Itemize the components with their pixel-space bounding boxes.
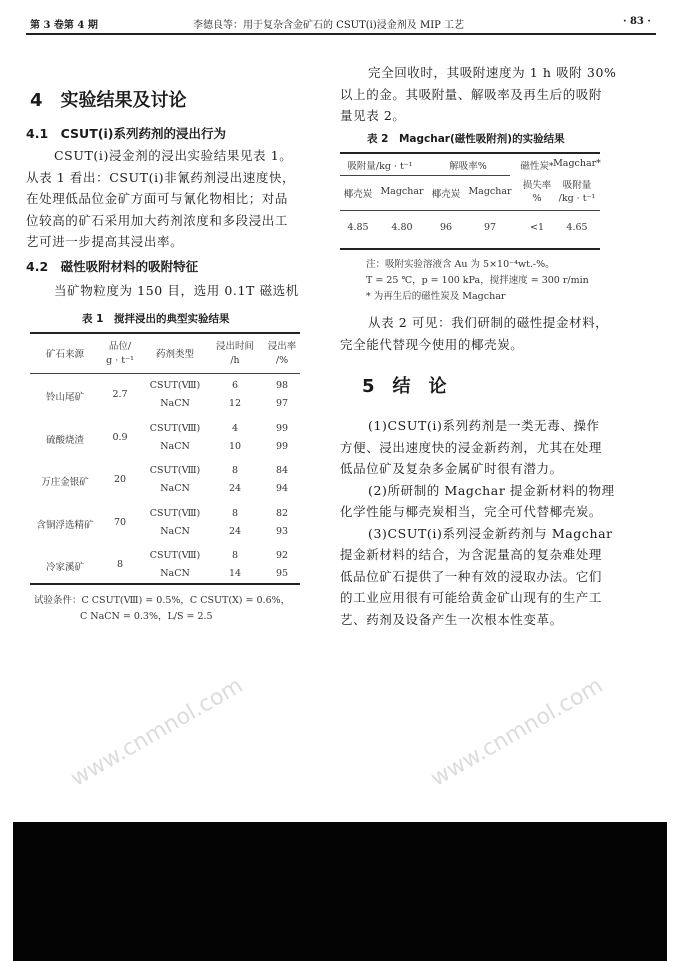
rate-cell: 99 bbox=[275, 422, 289, 434]
time-cell: 4 bbox=[231, 422, 239, 434]
rate-cell: 94 bbox=[275, 483, 289, 494]
reagent-cell: NaCN bbox=[160, 568, 190, 579]
time-cell: 8 bbox=[231, 550, 239, 561]
text-line: 位较高的矿石采用加大药剂浓度和多段浸出工 bbox=[26, 212, 289, 228]
time-cell: 6 bbox=[231, 380, 239, 391]
section-4-1-heading: 4.1 CSUT(i)系列药剂的浸出行为 bbox=[26, 126, 226, 141]
section-4-2-heading: 4.2 磁性吸附材料的吸附特征 bbox=[26, 259, 199, 274]
table-rule bbox=[340, 248, 600, 250]
header-rule bbox=[26, 33, 656, 35]
grade-cell: 2.7 bbox=[112, 389, 128, 400]
value-cell: 4.80 bbox=[391, 222, 413, 233]
table-2-note: T = 25 ℃，p = 100 kPa，搅拌速度 = 300 r/min bbox=[366, 275, 589, 286]
grade-cell: 70 bbox=[113, 516, 127, 528]
reagent-cell: CSUT(Ⅷ) bbox=[149, 507, 201, 519]
text-line: 低品位矿及复杂多金属矿时很有潜力。 bbox=[340, 461, 563, 476]
reagent-cell: CSUT(Ⅷ) bbox=[149, 550, 201, 561]
reagent-cell: CSUT(Ⅷ) bbox=[149, 422, 201, 434]
column-header: 磁性炭* bbox=[520, 161, 554, 172]
value-cell: 4.85 bbox=[347, 222, 369, 233]
text-line: 提金新材料的结合，为含泥量高的复杂难处理 bbox=[340, 547, 603, 562]
value-cell: 97 bbox=[483, 222, 497, 233]
watermark: www.cnmnol.com bbox=[66, 673, 248, 792]
text-line: 以上的金。其吸附量、解吸率及再生后的吸附 bbox=[340, 86, 603, 102]
text-line: 方便、浸出速度快的浸金新药剂，尤其在处理 bbox=[340, 439, 603, 455]
ore-source-cell: 含铜浮选精矿 bbox=[36, 519, 94, 531]
column-header: 矿石来源 bbox=[45, 349, 85, 360]
sub-header: 椰壳炭 bbox=[343, 189, 373, 200]
ore-source-cell: 冷家溪矿 bbox=[45, 562, 85, 573]
text-line: 艺、药剂及设备产生一次根本性变革。 bbox=[340, 611, 563, 627]
column-header: /kg · t⁻¹ bbox=[558, 193, 596, 204]
text-line: CSUT(i)浸金剂的浸出实验结果见表 1。 bbox=[54, 148, 293, 163]
table-rule bbox=[340, 175, 510, 176]
grade-cell: 8 bbox=[116, 559, 124, 570]
sub-header: Magchar bbox=[380, 186, 424, 197]
column-header: /h bbox=[230, 355, 240, 366]
table-rule bbox=[30, 373, 300, 374]
running-title: 李德良等：用于复杂含金矿石的 CSUT(i)浸金剂及 MIP 工艺 bbox=[193, 20, 465, 31]
grade-cell: 0.9 bbox=[112, 431, 128, 443]
text-line: 从表 1 看出：CSUT(i)非氰药剂浸出速度快， bbox=[26, 169, 296, 185]
text-line: 艺可进一步提高其浸出率。 bbox=[26, 234, 184, 249]
time-cell: 14 bbox=[228, 568, 242, 579]
rate-cell: 93 bbox=[275, 525, 289, 537]
value-cell: <1 bbox=[529, 222, 545, 233]
text-line: (2)所研制的 Magchar 提金新材料的物理 bbox=[368, 482, 615, 498]
table-2-note: * 为再生后的磁性炭及 Magchar bbox=[366, 291, 506, 302]
group-header: 解吸率% bbox=[449, 161, 487, 172]
table-rule bbox=[340, 152, 600, 154]
table-2-caption: 表 2 Magchar(磁性吸附剂)的实验结果 bbox=[367, 133, 565, 145]
column-header: /% bbox=[275, 355, 289, 366]
text-line: 化学性能与椰壳炭相当，完全可代替椰壳炭。 bbox=[340, 504, 603, 519]
table-rule bbox=[30, 583, 300, 585]
text-line: 完全回收时，其吸附速度为 1 h 吸附 30% bbox=[368, 65, 617, 80]
time-cell: 8 bbox=[231, 507, 239, 519]
watermark: www.cnmnol.com bbox=[426, 673, 608, 792]
time-cell: 24 bbox=[228, 483, 242, 494]
table-1-note: 试验条件：C CSUT(Ⅷ) = 0.5%，C CSUT(X) = 0.6%， bbox=[34, 595, 291, 606]
table-1-caption: 表 1 搅拌浸出的典型实验结果 bbox=[82, 313, 230, 325]
rate-cell: 92 bbox=[275, 550, 289, 561]
ore-source-cell: 万庄金银矿 bbox=[41, 477, 89, 488]
reagent-cell: NaCN bbox=[160, 398, 190, 409]
journal-issue: 第 3 卷第 4 期 bbox=[30, 20, 98, 31]
text-line: 完全能代替现今使用的椰壳炭。 bbox=[340, 336, 524, 352]
text-line: 量见表 2。 bbox=[340, 108, 406, 123]
rate-cell: 99 bbox=[275, 440, 289, 452]
column-header: 品位/ bbox=[108, 341, 132, 352]
column-header: Magchar* bbox=[553, 158, 601, 169]
text-line: 从表 2 可见：我们研制的磁性提金材料， bbox=[368, 315, 609, 330]
text-line: 的工业应用很有可能给黄金矿山现有的生产工 bbox=[340, 590, 603, 605]
section-4-2-body: 当矿物粒度为 150 目，选用 0.1T 磁选机 bbox=[54, 283, 299, 298]
group-header: 吸附量/kg · t⁻¹ bbox=[347, 161, 413, 172]
rate-cell: 84 bbox=[275, 465, 289, 476]
section-4-heading: 4 实验结果及讨论 bbox=[30, 90, 187, 111]
reagent-cell: CSUT(Ⅷ) bbox=[149, 380, 201, 391]
rate-cell: 82 bbox=[275, 507, 289, 519]
reagent-cell: NaCN bbox=[160, 440, 190, 452]
text-line: 在处理低品位金矿方面可与氰化物相比；对品 bbox=[26, 191, 289, 206]
redacted-block bbox=[13, 822, 667, 961]
grade-cell: 20 bbox=[113, 474, 127, 485]
table-1-note: C NaCN = 0.3%，L/S = 2.5 bbox=[80, 611, 213, 622]
rate-cell: 95 bbox=[275, 568, 289, 579]
rate-cell: 98 bbox=[275, 380, 289, 391]
column-header: 药剂类型 bbox=[155, 349, 195, 360]
column-header: g · t⁻¹ bbox=[106, 355, 134, 366]
text-line: 低品位矿石提供了一种有效的浸取办法。它们 bbox=[340, 568, 603, 584]
reagent-cell: NaCN bbox=[160, 525, 190, 537]
text-line: (1)CSUT(i)系列药剂是一类无毒、操作 bbox=[368, 418, 600, 433]
text-line: (3)CSUT(i)系列浸金新药剂与 Magchar bbox=[368, 525, 613, 541]
table-2-note: 注：吸附实验溶液含 Au 为 5×10⁻⁴wt.-%。 bbox=[366, 259, 555, 270]
value-cell: 96 bbox=[439, 222, 453, 233]
ore-source-cell: 硫酸烧渣 bbox=[45, 434, 85, 446]
value-cell: 4.65 bbox=[566, 222, 588, 233]
column-header: 损失率 bbox=[522, 180, 552, 191]
sub-header: 椰壳炭 bbox=[431, 189, 461, 200]
ore-source-cell: 铃山尾矿 bbox=[45, 392, 85, 403]
reagent-cell: CSUT(Ⅷ) bbox=[149, 465, 201, 476]
time-cell: 10 bbox=[228, 440, 242, 452]
reagent-cell: NaCN bbox=[160, 483, 190, 494]
time-cell: 12 bbox=[228, 398, 242, 409]
column-header: % bbox=[532, 193, 542, 204]
page-number: · 83 · bbox=[623, 16, 651, 27]
table-rule bbox=[340, 210, 600, 211]
rate-cell: 97 bbox=[275, 398, 289, 409]
sub-header: Magchar bbox=[468, 186, 512, 197]
section-5-heading: 5 结 论 bbox=[362, 376, 447, 397]
column-header: 吸附量 bbox=[562, 180, 592, 191]
time-cell: 24 bbox=[228, 525, 242, 537]
column-header: 浸出率 bbox=[267, 341, 297, 352]
column-header: 浸出时间 bbox=[215, 341, 255, 352]
time-cell: 8 bbox=[231, 465, 239, 476]
table-rule bbox=[30, 332, 300, 334]
